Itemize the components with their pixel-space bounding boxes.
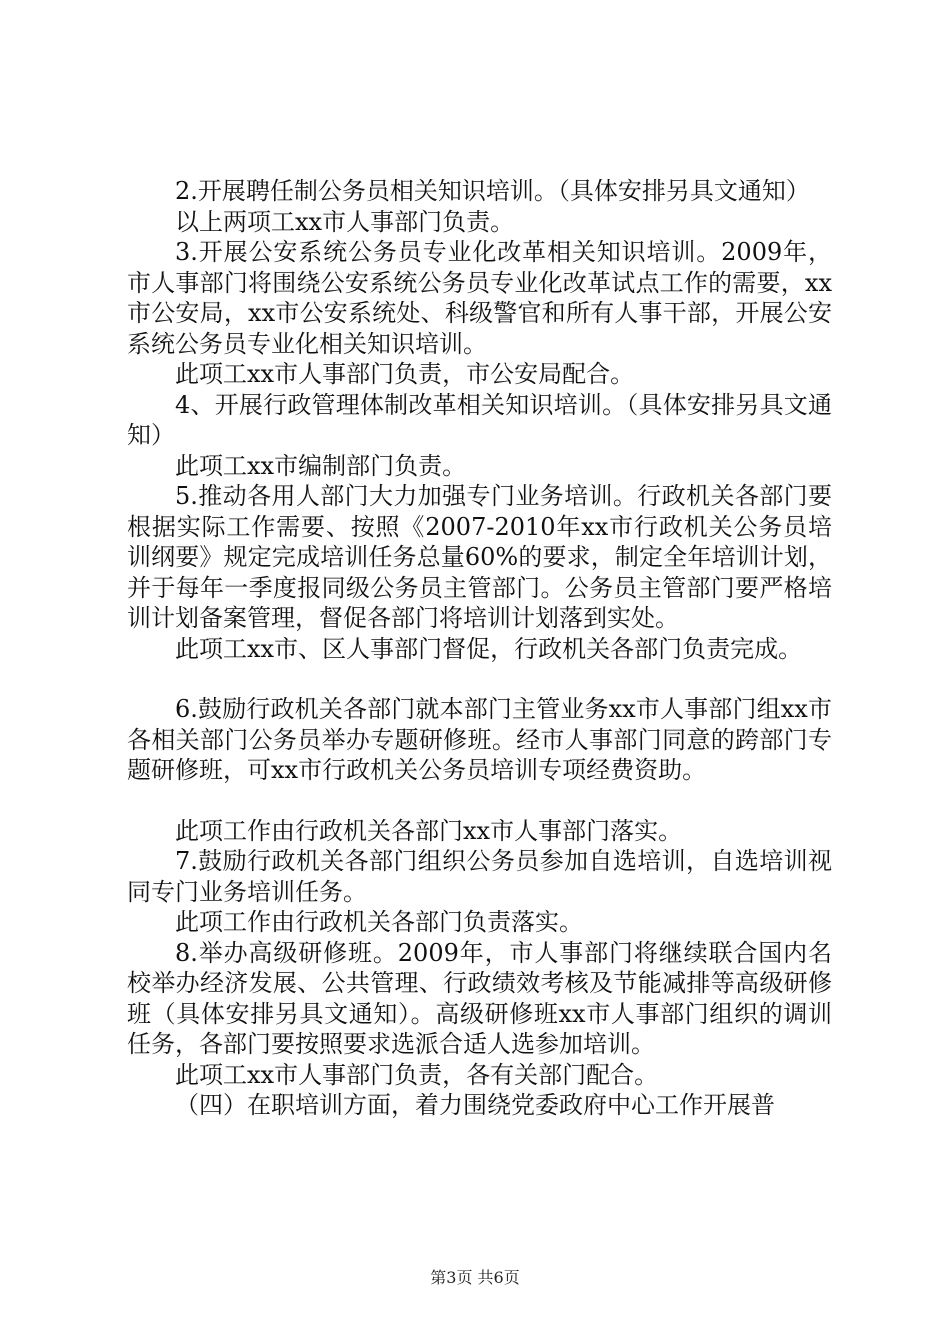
paragraph-item-5: 5.推动各用人部门大力加强专门业务培训。行政机关各部门要根据实际工作需要、按照《2007-2010年xx市行政机关公务员培训纲要》规定完成培训任务总量60%的要求，制定全年培训计划，并于每年一季度报同级公务员主管部门。公务员主管部门要严格培训计划备案管理，督促各部门将培训计划落到实处。 bbox=[127, 482, 832, 632]
paragraph-item-5-responsibility: 此项工xx市、区人事部门督促，行政机关各部门负责完成。 bbox=[175, 634, 803, 663]
document-body bbox=[127, 176, 832, 1121]
paragraph-item-4: 4、开展行政管理体制改革相关知识培训。（具体安排另具文通知） bbox=[127, 390, 832, 449]
paragraph-item-3: 3.开展公安系统公务员专业化改革相关知识培训。2009年，市人事部门将围绕公安系统公务员专业化改革试点工作的需要，xx市公安局，xx市公安系统处、科级警官和所有人事干部，开展公安系统公务员专业化相关知识培训。 bbox=[127, 238, 832, 358]
paragraph-item-7: 7.鼓励行政机关各部门组织公务员参加自选培训，自选培训视同专门业务培训任务。 bbox=[127, 847, 832, 906]
paragraph-item-8-responsibility: 此项工xx市人事部门负责，各有关部门配合。 bbox=[175, 1060, 659, 1089]
paragraph-item-6-responsibility: 此项工作由行政机关各部门xx市人事部门落实。 bbox=[175, 816, 683, 845]
paragraph-section-4: （四）在职培训方面，着力围绕党委政府中心工作开展普 bbox=[175, 1091, 775, 1119]
paragraph-item-4-responsibility: 此项工xx市编制部门负责。 bbox=[175, 451, 467, 480]
page-number-label: 第3页 共6页 bbox=[430, 1268, 520, 1287]
paragraph-item-6: 6.鼓励行政机关各部门就本部门主管业务xx市人事部门组xx市各相关部门公务员举办专题研修班。经市人事部门同意的跨部门专题研修班，可xx市行政机关公务员培训专项经费资助。 bbox=[127, 695, 832, 784]
paragraph-item-8: 8.举办高级研修班。2009年，市人事部门将继续联合国内名校举办经济发展、公共管理、行政绩效考核及节能减排等高级研修班（具体安排另具文通知）。高级研修班xx市人事部门组织的调训任务，各部门要按照要求选派合适人选参加培训。 bbox=[127, 938, 832, 1058]
paragraph-items-1-2-responsibility: 以上两项工xx市人事部门负责。 bbox=[175, 207, 515, 236]
paragraph-item-2: 2.开展聘任制公务员相关知识培训。（具体安排另具文通知） bbox=[175, 177, 810, 205]
paragraph-item-7-responsibility: 此项工作由行政机关各部门负责落实。 bbox=[175, 908, 583, 936]
page-footer bbox=[0, 1268, 950, 1288]
paragraph-item-3-responsibility: 此项工xx市人事部门负责，市公安局配合。 bbox=[175, 360, 635, 388]
